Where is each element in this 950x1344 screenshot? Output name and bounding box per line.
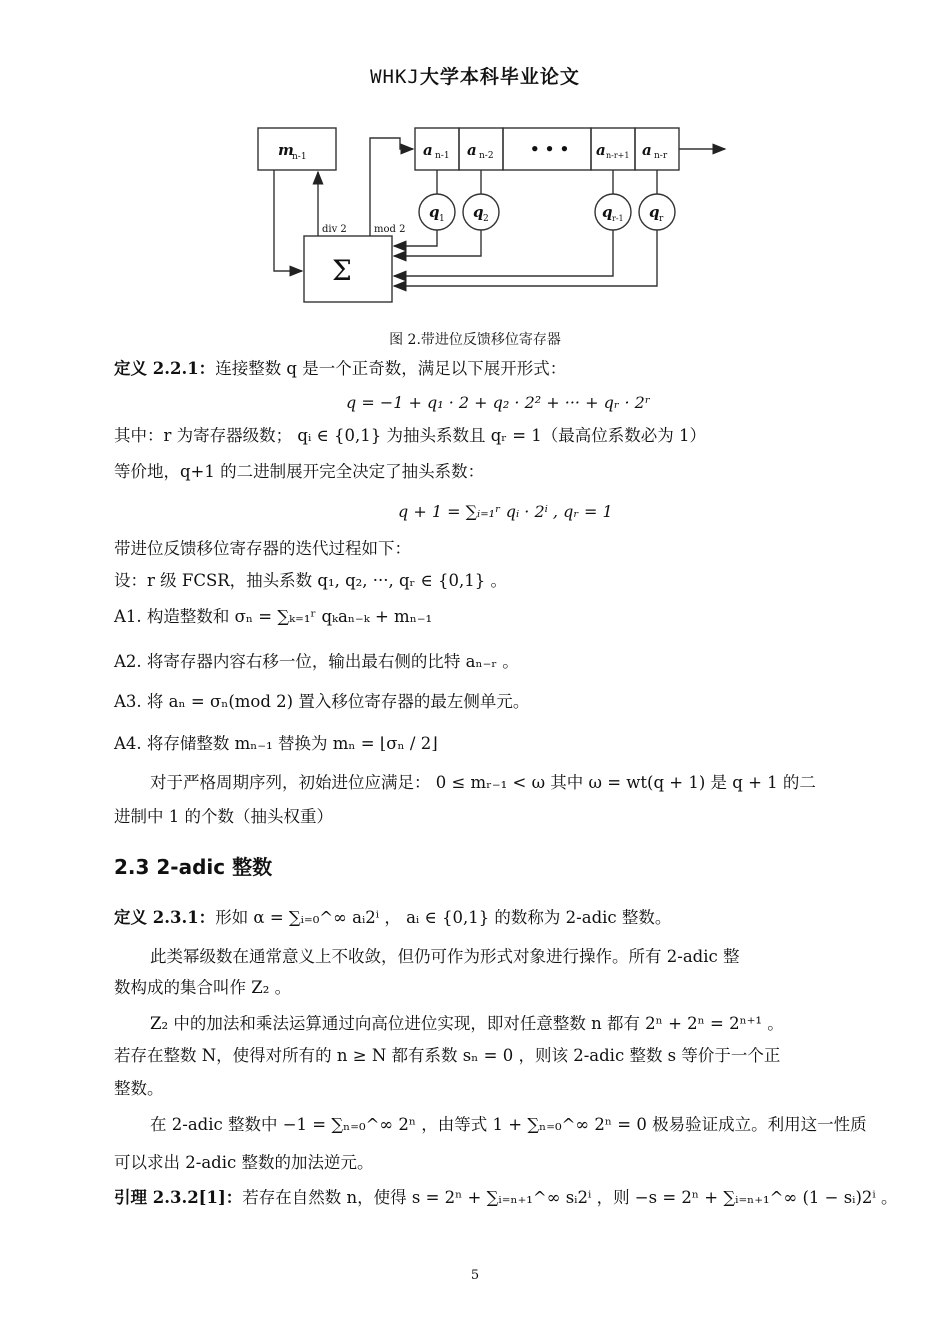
cell-label: a: [423, 141, 433, 159]
page-number: 5: [470, 1268, 480, 1283]
memory-sub: n-1: [292, 152, 307, 162]
cell-ellipsis: • • •: [530, 140, 570, 158]
mod2-feed-arrow: [370, 138, 413, 236]
setup-line: 设：r 级 FCSR，抽头系数 q₁, q₂, ···, qᵣ ∈ {0,1} 。: [114, 571, 507, 590]
step-a2: A2. 将寄存器内容右移一位，输出最右侧的比特 aₙ₋ᵣ 。: [114, 652, 519, 671]
tap-label: q: [602, 203, 613, 221]
register-cell: [415, 128, 459, 170]
header-title: 大学本科毕业论文: [419, 66, 580, 88]
tap-sub: r-1: [612, 214, 624, 223]
tap-sub: 2: [483, 214, 489, 224]
paragraph-line: 若存在整数 N，使得对所有的 n ≥ N 都有系数 sₙ = 0 ，则该 2-adic 整数 s 等价于一个正: [114, 1046, 781, 1065]
definition-label: 定义 2.3.1：: [114, 908, 216, 927]
definition-label: 定义 2.2.1：: [114, 359, 216, 378]
cell-sub: n-r+1: [606, 151, 630, 160]
paragraph-line: 在 2-adic 整数中 −1 = ∑ₙ₌₀^∞ 2ⁿ ，由等式 1 + ∑ₙ₌₀^∞ 2ⁿ = 0 极易验证成立。利用这一性质: [150, 1115, 867, 1134]
lemma-text: 若存在自然数 n，使得 s = 2ⁿ + ∑ᵢ₌ₙ₊₁^∞ sᵢ2ⁱ ，则 −s = 2ⁿ + ∑ᵢ₌ₙ₊₁^∞ (1 − sᵢ)2ⁱ 。: [242, 1188, 898, 1207]
cell-sub: n-r: [654, 151, 668, 161]
definition-text: 连接整数 q 是一个正奇数，满足以下展开形式：: [215, 359, 567, 378]
equation-q-expansion: q = −1 + q₁ · 2 + q₂ · 2² + ··· + qᵣ · 2ʳ: [346, 393, 651, 412]
sum-label: Σ: [332, 254, 352, 287]
paragraph-line: 此类幂级数在通常意义上不收敛，但仍可作为形式对象进行操作。所有 2-adic 整: [150, 947, 740, 966]
div-label: div 2: [322, 224, 347, 235]
equivalence-line: 等价地，q+1 的二进制展开完全决定了抽头系数：: [114, 462, 485, 481]
memory-to-sum-arrow: [274, 170, 302, 271]
definition-2-2-1: [114, 359, 566, 379]
paragraph-line: Z₂ 中的加法和乘法运算通过向高位进位实现，即对任意整数 n 都有 2ⁿ + 2ⁿ = 2ⁿ⁺¹ 。: [150, 1014, 784, 1033]
fcsr-diagram: [240, 118, 740, 308]
iteration-intro: 带进位反馈移位寄存器的迭代过程如下：: [114, 539, 411, 558]
cell-sub: n-2: [479, 151, 494, 161]
step-a1: A1. 构造整数和 σₙ = ∑ₖ₌₁ʳ qₖaₙ₋ₖ + mₙ₋₁: [114, 607, 433, 626]
memory-box: [258, 128, 336, 170]
strict-period-line-1: 对于严格周期序列，初始进位应满足： 0 ≤ mᵣ₋₁ < ω 其中 ω = wt(q + 1) 是 q + 1 的二: [150, 773, 816, 792]
cell-label: a: [467, 141, 477, 159]
step-a3: A3. 将 aₙ = σₙ(mod 2) 置入移位寄存器的最左侧单元。: [114, 692, 530, 711]
tap-sub: 1: [439, 214, 445, 224]
where-line: 其中：r 为寄存器级数； qᵢ ∈ {0,1} 为抽头系数且 qᵣ = 1（最高位系数必为 1）: [114, 426, 707, 445]
paragraph-line: 可以求出 2-adic 整数的加法逆元。: [114, 1153, 374, 1172]
tap-circle: [595, 194, 631, 230]
tap-sub: r: [659, 214, 664, 224]
definition-2-3-1: [114, 908, 671, 928]
cell-label: a: [596, 141, 606, 159]
section-heading: 2.3 2-adic 整数: [114, 855, 273, 879]
page-header: [0, 62, 950, 89]
lemma-label: 引理 2.3.2[1]：: [114, 1188, 243, 1207]
paragraph-line: 整数。: [114, 1079, 164, 1098]
equation-q-plus-one: q + 1 = ∑ᵢ₌₁ʳ qᵢ · 2ⁱ , qᵣ = 1: [398, 502, 613, 521]
strict-period-line-2: 进制中 1 的个数（抽头权重）: [114, 807, 333, 826]
lemma-2-3-2: [114, 1188, 898, 1208]
cell-sub: n-1: [435, 151, 450, 161]
register-cell: [459, 128, 503, 170]
header-prefix: WHKJ: [370, 66, 420, 88]
cell-label: a: [642, 141, 652, 159]
step-a4: A4. 将存储整数 mₙ₋₁ 替换为 mₙ = ⌊σₙ / 2⌋: [114, 734, 438, 753]
memory-label: m: [278, 141, 294, 159]
mod-label: mod 2: [374, 224, 406, 235]
tap-label: q: [649, 203, 660, 221]
definition-text: 形如 α = ∑ᵢ₌₀^∞ aᵢ2ⁱ ， aᵢ ∈ {0,1} 的数称为 2-adic 整数。: [215, 908, 672, 927]
paragraph-line: 数构成的集合叫作 Z₂ 。: [114, 978, 292, 997]
tap-label: q: [473, 203, 484, 221]
figure-caption: 图 2.带进位反馈移位寄存器: [389, 332, 561, 348]
tap-label: q: [429, 203, 440, 221]
